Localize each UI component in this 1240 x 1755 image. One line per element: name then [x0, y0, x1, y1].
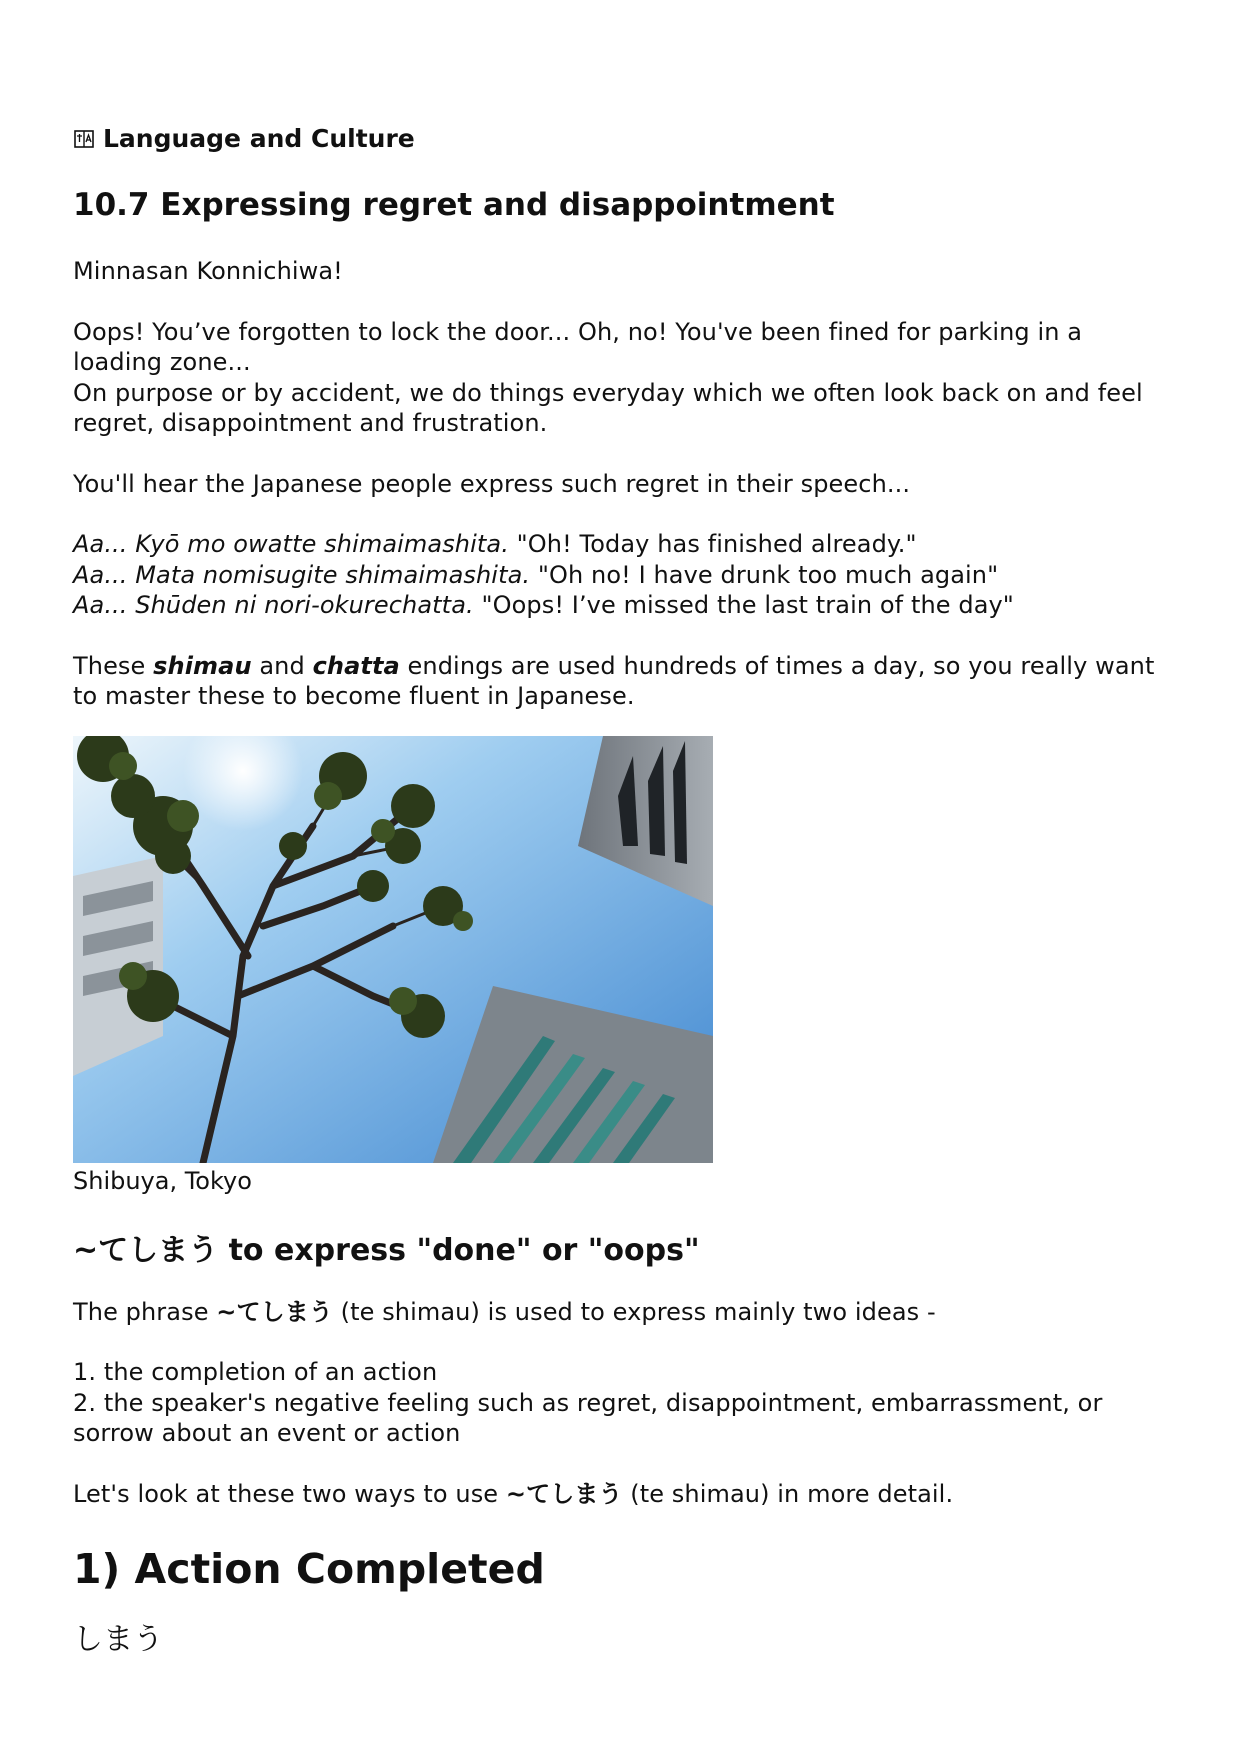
endings-paragraph — [73, 651, 1173, 712]
endings-word-chatta: chatta — [312, 651, 400, 680]
example-line — [73, 560, 1173, 591]
example-english: "Oh no! I have drunk too much again" — [530, 560, 999, 589]
phrase-text-pre: The phrase — [73, 1297, 217, 1326]
shibuya-photo — [73, 736, 713, 1163]
intro-paragraph-2: On purpose or by accident, we do things everyday which we often look back on and feel regret, disappointment and frustration. — [73, 378, 1143, 438]
example-japanese: Aa... Shūden ni nori-okurechatta. — [73, 591, 474, 620]
example-japanese: Aa... Mata nomisugite shimaimashita. — [73, 560, 531, 589]
action-completed-heading: 1) Action Completed — [73, 1545, 545, 1594]
photo-figure — [73, 736, 1173, 1195]
te-shimau-heading: ~てしまう to express "done" or "oops" — [73, 1232, 700, 1268]
look-text-post: (te shimau) in more detail. — [622, 1479, 954, 1508]
hear-paragraph: You'll hear the Japanese people express such regret in their speech... — [73, 469, 911, 498]
section-label-text: Language and Culture — [103, 124, 415, 153]
section-label — [73, 124, 1173, 153]
endings-text-mid: and — [251, 651, 313, 680]
example-list — [73, 529, 1173, 621]
example-line — [73, 529, 1173, 560]
endings-word-shimau: shimau — [153, 651, 252, 680]
idea-item: 2. the speaker's negative feeling such as regret, disappointment, embarrassment, or sorrow about an event or action — [73, 1388, 1103, 1448]
look-japanese: ~てしまう — [505, 1479, 623, 1508]
endings-text-pre: These — [73, 651, 154, 680]
phrase-paragraph — [73, 1297, 1173, 1328]
endings-text-post: endings are used hundreds of times a day, so you really want to master these to become fluent in Japanese. — [73, 651, 1155, 711]
look-text-pre: Let's look at these two ways to use — [73, 1479, 506, 1508]
lesson-title: 10.7 Expressing regret and disappointment — [73, 187, 835, 223]
example-english: "Oh! Today has finished already." — [508, 530, 917, 559]
example-line — [73, 590, 1173, 621]
document-page — [73, 124, 1173, 1656]
book-icon — [73, 128, 95, 150]
look-paragraph — [73, 1479, 1173, 1510]
phrase-text-post: (te shimau) is used to express mainly two ideas - — [332, 1297, 936, 1326]
photo-caption: Shibuya, Tokyo — [73, 1166, 252, 1195]
greeting: Minnasan Konnichiwa! — [73, 257, 343, 286]
example-japanese: Aa... Kyō mo owatte shimaimashita. — [73, 530, 509, 559]
example-english: "Oops! I’ve missed the last train of the day" — [473, 591, 1014, 620]
idea-item: 1. the completion of an action — [73, 1358, 438, 1387]
intro-paragraph-1: Oops! You’ve forgotten to lock the door... Oh, no! You've been fined for parking in a loading zone... — [73, 317, 1083, 377]
shimau-word: しまう — [73, 1622, 164, 1658]
phrase-japanese: ~てしまう — [216, 1297, 333, 1326]
